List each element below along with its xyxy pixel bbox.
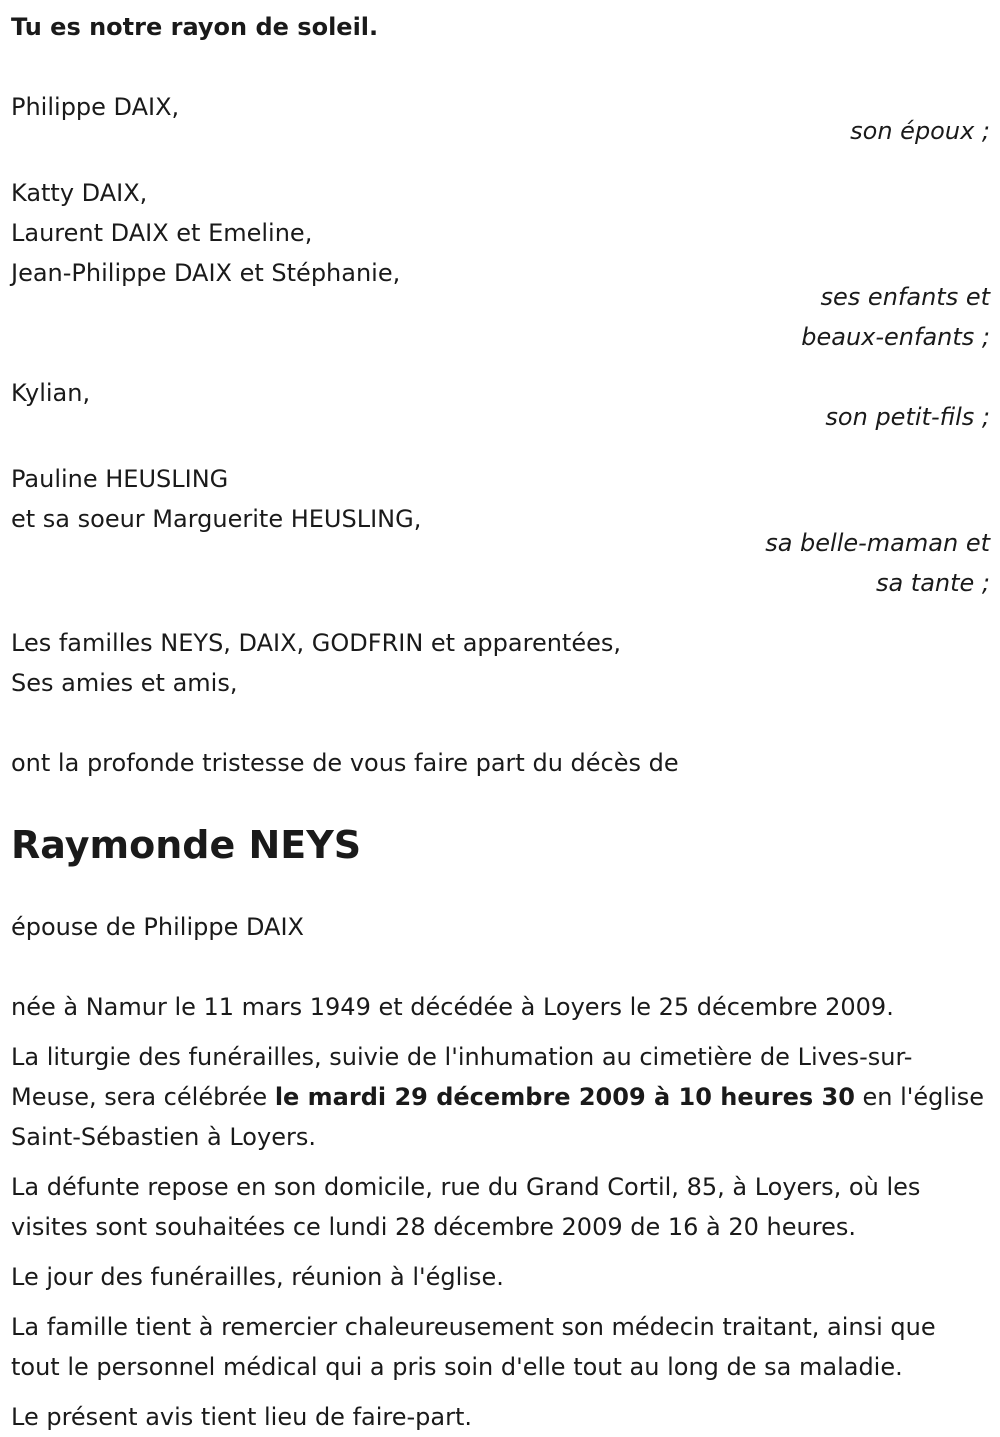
extended-family [11,623,990,703]
family-group-in-laws [11,459,990,603]
rest-paragraph: La défunte repose en son domicile, rue du Grand Cortil, 85, à Loyers, où les visites sont souhaitées ce lundi 28 décembre 2009 de 16 à 20 heures. [11,1173,921,1241]
family-group-children [11,173,990,357]
birth-death: née à Namur le 11 mars 1949 et décédée à Loyers le 25 décembre 2009. [11,993,894,1021]
liturgy-text: en l'église Saint-Sébastien à Loyers. [11,1083,985,1151]
announcement: ont la profonde tristesse de vous faire part du décès de [11,749,679,777]
family-group-grandson [11,373,990,437]
family-name: Katty DAIX, [11,179,148,207]
family-name: Philippe DAIX, [11,93,180,121]
family-name: Pauline HEUSLING [11,465,229,493]
family-role: son époux ; [850,117,990,145]
family-role: sa belle-maman et [765,529,990,557]
family-group-spouse [11,87,990,151]
meeting-paragraph: Le jour des funérailles, réunion à l'église. [11,1263,504,1291]
family-name: Laurent DAIX et Emeline, [11,219,313,247]
family-name: et sa soeur Marguerite HEUSLING, [11,505,422,533]
extended-line: Les familles NEYS, DAIX, GODFRIN et apparentées, [11,629,621,657]
family-role: ses enfants et [820,283,990,311]
thanks-paragraph: La famille tient à remercier chaleureusement son médecin traitant, ainsi que tout le personnel médical qui a pris soin d'elle tout au long de sa maladie. [11,1313,936,1381]
spouse-line: épouse de Philippe DAIX [11,913,304,941]
family-role: beaux-enfants ; [801,323,990,351]
family-name: Jean-Philippe DAIX et Stéphanie, [11,259,401,287]
liturgy-paragraph [11,1037,990,1157]
liturgy-text: La liturgie des funérailles, suivie de l'inhumation au cimetière de Lives-sur-Meuse, sera célébrée [11,1043,913,1111]
family-role: sa tante ; [875,569,990,597]
liturgy-date: le mardi 29 décembre 2009 à 10 heures 30 [274,1083,855,1111]
family-role: son petit-fils ; [825,403,990,431]
extended-line: Ses amies et amis, [11,669,238,697]
notice-paragraph: Le présent avis tient lieu de faire-part. [11,1403,473,1431]
motto: Tu es notre rayon de soleil. [11,13,379,41]
family-name: Kylian, [11,379,91,407]
deceased-name: Raymonde NEYS [11,823,362,867]
